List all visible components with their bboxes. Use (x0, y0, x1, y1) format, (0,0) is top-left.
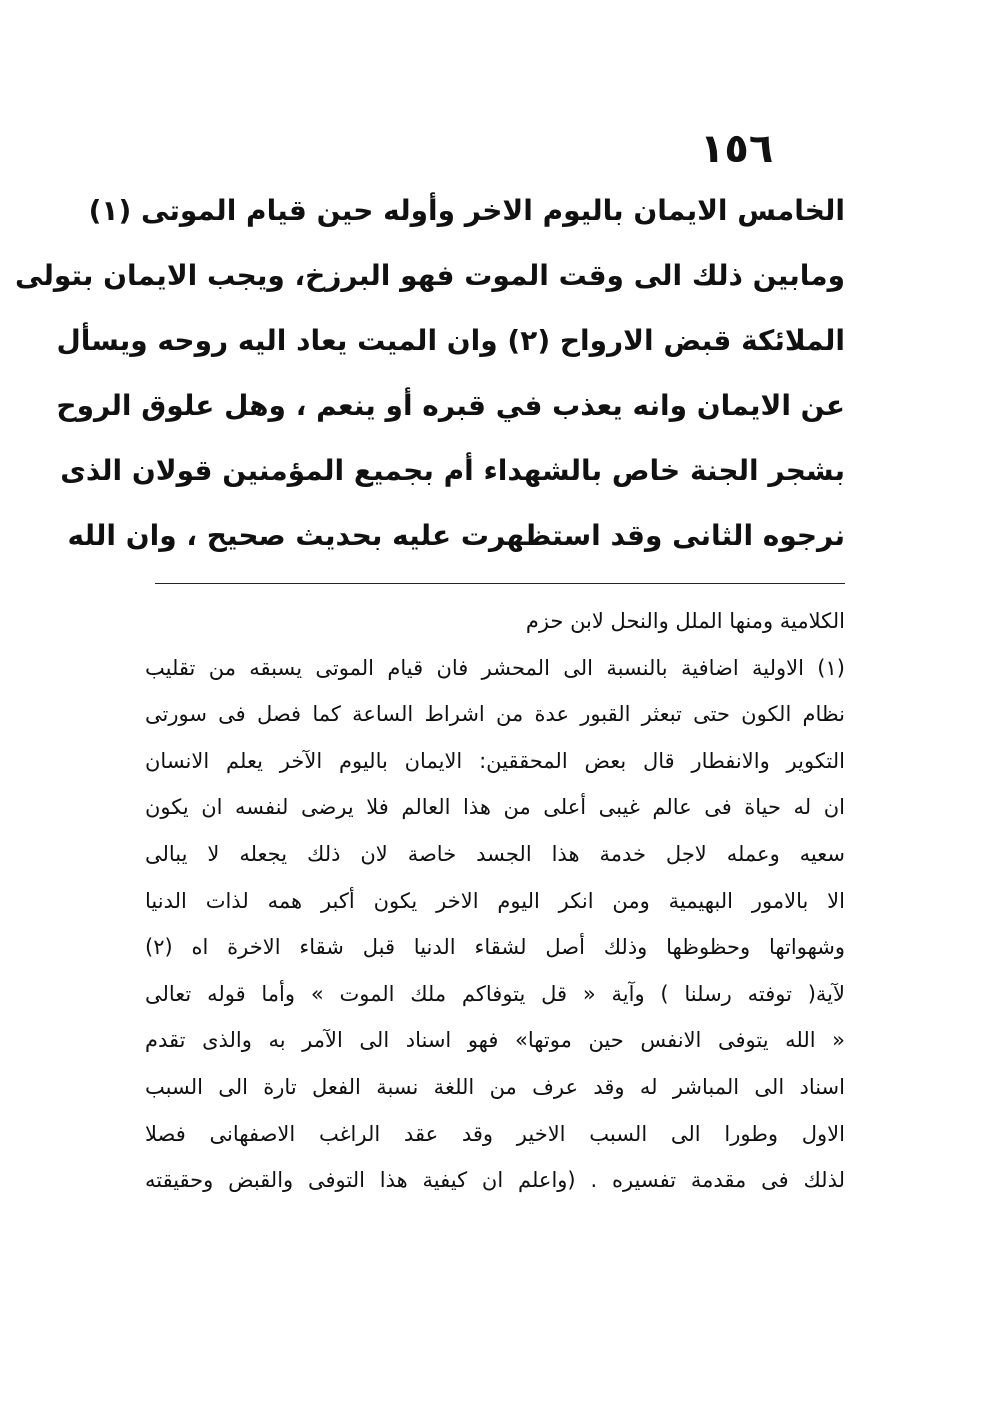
main-text-line: بشجر الجنة خاص بالشهداء أم بجميع المؤمنين قولان الذى (60, 454, 845, 487)
footnote-line: اسناد الى المباشر له وقد عرف من اللغة نسبة الفعل تارة الى السبب (145, 1074, 845, 1099)
footnotes (145, 598, 845, 1204)
footnote-line: (١) الاولية اضافية بالنسبة الى المحشر فان قيام الموتى يسبقه من تقليب (145, 655, 845, 680)
main-text (15, 178, 845, 568)
footnote-divider (155, 583, 845, 584)
footnote-line: سعيه وعمله لاجل خدمة هذا الجسد خاصة لان ذلك يجعله لا يبالى (145, 841, 845, 866)
footnote-line: التكوير والانفطار قال بعض المحققين: الايمان باليوم الآخر يعلم الانسان (145, 748, 845, 773)
footnote-line: الكلامية ومنها الملل والنحل لابن حزم (525, 609, 845, 633)
page-number: ١٥٦ (700, 126, 774, 172)
main-text-line: الملائكة قبض الارواح (٢) وان الميت يعاد اليه روحه ويسأل (56, 324, 845, 357)
main-text-line: نرجوه الثانى وقد استظهرت عليه بحديث صحيح ، وان الله (67, 519, 845, 552)
footnote-line: « الله يتوفى الانفس حين موتها» فهو اسناد الى الآمر به والذى تقدم (145, 1028, 845, 1053)
main-text-line: عن الايمان وانه يعذب في قبره أو ينعم ، وهل علوق الروح (56, 389, 845, 422)
footnote-line: الاول وطورا الى السبب الاخير وقد عقد الراغب الاصفهانى فصلا (145, 1121, 845, 1146)
footnote-line: الا بالامور البهيمية ومن انكر اليوم الاخر يكون أكبر همه لذات الدنيا (145, 888, 845, 913)
footnote-line: وشهواتها وحظوظها وذلك أصل لشقاء الدنيا قبل شقاء الاخرة اه (٢) (145, 935, 845, 960)
footnote-line: نظام الكون حتى تبعثر القبور عدة من اشراط الساعة كما فصل فى سورتى (145, 702, 845, 727)
footnote-line: لآية( توفته رسلنا ) وآية « قل يتوفاكم ملك الموت » وأما قوله تعالى (145, 981, 845, 1006)
footnote-line: لذلك فى مقدمة تفسيره . (واعلم ان كيفية هذا التوفى والقبض وحقيقته (145, 1168, 845, 1193)
main-text-line: الخامس الايمان باليوم الاخر وأوله حين قيام الموتى (١) (88, 194, 845, 227)
main-text-line: ومابين ذلك الى وقت الموت فهو البرزخ، ويجب الايمان بتولى (15, 259, 845, 292)
footnote-line: ان له حياة فى عالم غيبى أعلى من هذا العالم فلا يرضى لنفسه ان يكون (145, 795, 845, 820)
